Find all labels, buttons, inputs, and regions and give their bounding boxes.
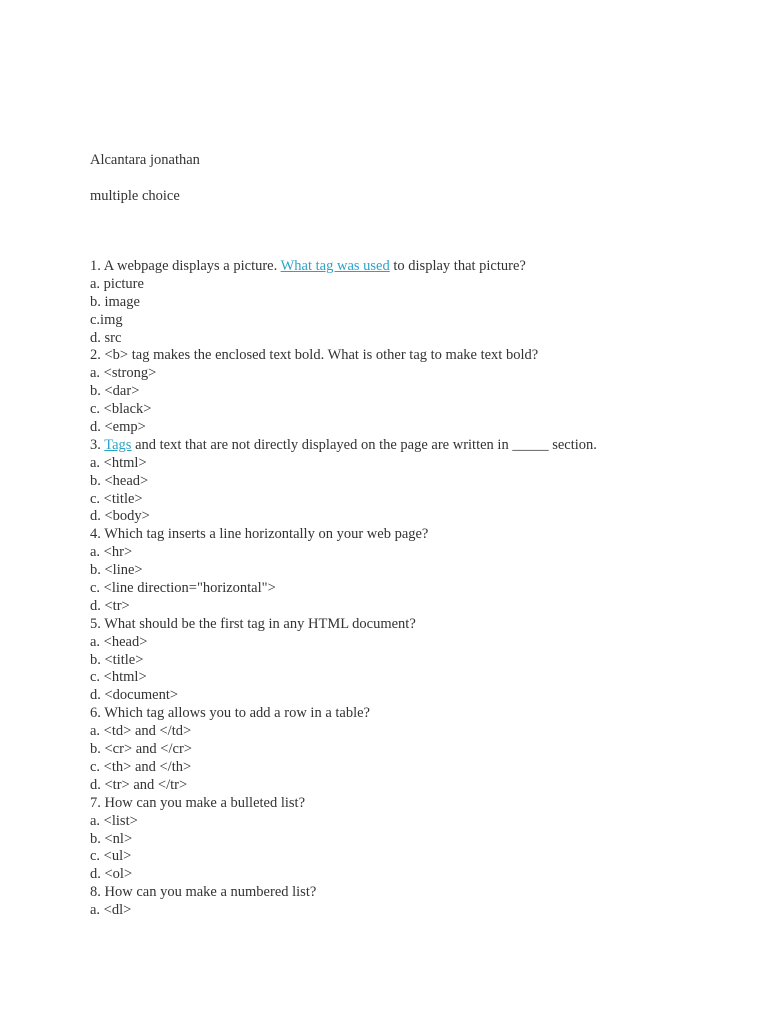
option: a. <strong> (90, 365, 157, 382)
question-2: 2. <b> tag makes the enclosed text bold. What is other tag to make text bold? (90, 347, 539, 364)
option: c. <ul> (90, 848, 132, 865)
option: d. <document> (90, 687, 179, 704)
option: a. picture (90, 275, 144, 292)
question-1-link[interactable]: What tag was used (280, 258, 390, 274)
option: a. <list> (90, 812, 138, 829)
option: a. <dl> (90, 902, 132, 919)
question-5: 5. What should be the first tag in any HTML document? (90, 615, 416, 632)
option: d. <ol> (90, 866, 133, 883)
option: c. <title> (90, 490, 143, 507)
question-list (90, 258, 730, 920)
option: d. <tr> (90, 597, 130, 614)
option: b. image (90, 293, 140, 310)
option: d. src (90, 329, 122, 346)
author-name: Alcantara jonathan (90, 152, 200, 168)
question-1 (90, 258, 730, 276)
option: a. <html> (90, 454, 147, 471)
option: b. <dar> (90, 383, 140, 400)
question-4: 4. Which tag inserts a line horizontally on your web page? (90, 526, 429, 543)
option: d. <tr> and </tr> (90, 776, 188, 793)
question-3 (90, 437, 730, 455)
question-text: to display that picture? (389, 258, 526, 274)
option: a. <td> and </td> (90, 723, 192, 740)
option: d. <body> (90, 508, 150, 525)
option: c. <th> and </th> (90, 758, 192, 775)
question-6: 6. Which tag allows you to add a row in a table? (90, 705, 370, 722)
option: b. <cr> and </cr> (90, 741, 192, 758)
option: b. <line> (90, 562, 143, 579)
option: b. <nl> (90, 830, 133, 847)
option: c. <html> (90, 669, 147, 686)
option: a. <hr> (90, 544, 133, 561)
document-subtitle: multiple choice (90, 188, 180, 204)
option: b. <head> (90, 472, 149, 489)
question-8: 8. How can you make a numbered list? (90, 884, 317, 901)
option: c. <line direction="horizontal"> (90, 580, 276, 597)
question-text: and text that are not directly displayed on the page are written in _____ section. (131, 436, 597, 453)
question-text: 1. A webpage displays a picture. (90, 258, 281, 274)
question-7: 7. How can you make a bulleted list? (90, 794, 306, 811)
option: a. <head> (90, 633, 148, 650)
question-text: 3. (90, 436, 105, 453)
option: c.img (90, 311, 123, 328)
option: c. <black> (90, 401, 152, 418)
option: b. <title> (90, 651, 144, 668)
question-3-link[interactable]: Tags (104, 436, 132, 453)
option: d. <emp> (90, 419, 146, 436)
